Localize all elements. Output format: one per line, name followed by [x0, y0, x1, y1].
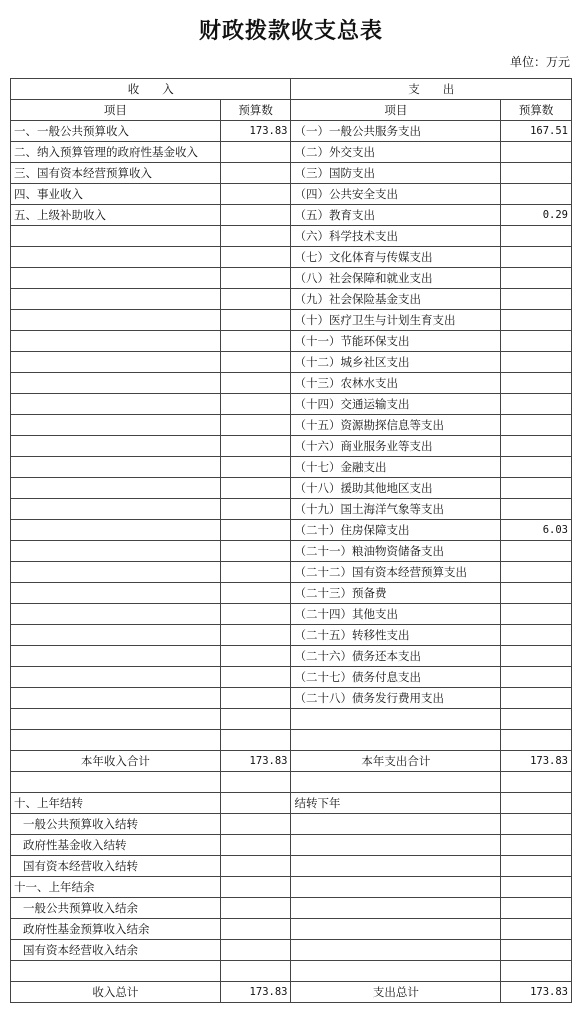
income-budget-cell [220, 604, 291, 625]
expense-budget-cell: 0.29 [501, 205, 572, 226]
income-item-cell [11, 247, 221, 268]
expense-budget-cell [501, 940, 572, 961]
expense-item-cell [291, 877, 501, 898]
expense-budget-cell [501, 310, 572, 331]
income-item-cell: 一、一般公共预算收入 [11, 121, 221, 142]
income-budget-cell [220, 205, 291, 226]
expense-item-cell [291, 898, 501, 919]
table-row [11, 478, 572, 499]
income-budget-cell [220, 688, 291, 709]
expense-budget-cell [501, 856, 572, 877]
expense-item-cell: （五）教育支出 [291, 205, 501, 226]
expense-budget-cell: 6.03 [501, 520, 572, 541]
income-section-header: 收 入 [11, 79, 291, 100]
table-row [11, 646, 572, 667]
table-row [11, 940, 572, 961]
table-row [11, 226, 572, 247]
income-budget-cell: 173.83 [220, 751, 291, 772]
income-item-cell: 收入总计 [11, 982, 221, 1003]
unit-label: 单位：万元 [509, 55, 570, 69]
table-row [11, 142, 572, 163]
expense-budget-cell [501, 646, 572, 667]
income-budget-cell [220, 583, 291, 604]
income-item-cell [11, 730, 221, 751]
table-row [11, 268, 572, 289]
expense-budget-cell [501, 961, 572, 982]
expense-item-cell [291, 940, 501, 961]
income-item-cell: 国有资本经营收入结余 [11, 940, 221, 961]
income-budget-cell [220, 436, 291, 457]
expense-item-cell: （三）国防支出 [291, 163, 501, 184]
expense-budget-cell [501, 289, 572, 310]
table-row [11, 310, 572, 331]
table-row [11, 499, 572, 520]
income-budget-header: 预算数 [220, 100, 291, 121]
table-row [11, 667, 572, 688]
expense-budget-cell [501, 478, 572, 499]
expense-item-cell: （六）科学技术支出 [291, 226, 501, 247]
income-item-cell [11, 520, 221, 541]
income-item-cell: 一般公共预算收入结余 [11, 898, 221, 919]
expense-item-cell: （十五）资源勘探信息等支出 [291, 415, 501, 436]
expense-budget-cell [501, 415, 572, 436]
income-budget-cell [220, 961, 291, 982]
table-row [11, 562, 572, 583]
expense-budget-cell [501, 394, 572, 415]
income-budget-cell [220, 835, 291, 856]
table-row [11, 520, 572, 541]
table-row [11, 730, 572, 751]
income-budget-cell [220, 877, 291, 898]
income-budget-cell [220, 415, 291, 436]
income-item-cell: 国有资本经营收入结转 [11, 856, 221, 877]
income-budget-cell [220, 352, 291, 373]
income-item-cell [11, 310, 221, 331]
table-row [11, 205, 572, 226]
table-row [11, 751, 572, 772]
expense-section-header: 支 出 [291, 79, 572, 100]
expense-item-cell: （十一）节能环保支出 [291, 331, 501, 352]
income-item-cell [11, 373, 221, 394]
income-item-header: 项目 [11, 100, 221, 121]
expense-item-cell [291, 814, 501, 835]
income-item-cell: 本年收入合计 [11, 751, 221, 772]
expense-item-cell: （一）一般公共服务支出 [291, 121, 501, 142]
expense-budget-cell [501, 184, 572, 205]
expense-item-cell: （八）社会保障和就业支出 [291, 268, 501, 289]
table-row [11, 163, 572, 184]
page-title: 财政拨款收支总表 [198, 19, 383, 44]
expense-item-cell: （二十一）粮油物资储备支出 [291, 541, 501, 562]
expense-budget-cell [501, 709, 572, 730]
section-header-row [11, 79, 572, 100]
table-row [11, 856, 572, 877]
expense-budget-cell [501, 898, 572, 919]
expense-budget-cell [501, 814, 572, 835]
table-row [11, 877, 572, 898]
expense-budget-cell [501, 226, 572, 247]
expense-item-cell: （十三）农林水支出 [291, 373, 501, 394]
expense-budget-cell: 173.83 [501, 751, 572, 772]
income-item-cell [11, 541, 221, 562]
table-row [11, 436, 572, 457]
income-item-cell [11, 457, 221, 478]
income-item-cell [11, 415, 221, 436]
table-row [11, 961, 572, 982]
expense-budget-cell [501, 625, 572, 646]
income-budget-cell [220, 247, 291, 268]
table-row [11, 982, 572, 1003]
expense-budget-cell [501, 163, 572, 184]
expense-item-cell [291, 772, 501, 793]
expense-item-cell: 本年支出合计 [291, 751, 501, 772]
expense-item-cell: （九）社会保险基金支出 [291, 289, 501, 310]
expense-budget-cell [501, 835, 572, 856]
expense-item-cell [291, 835, 501, 856]
table-row [11, 541, 572, 562]
income-item-cell: 四、事业收入 [11, 184, 221, 205]
expense-item-cell: （二十四）其他支出 [291, 604, 501, 625]
table-row [11, 898, 572, 919]
expense-budget-cell [501, 247, 572, 268]
table-row [11, 184, 572, 205]
table-row [11, 793, 572, 814]
table-row [11, 709, 572, 730]
income-item-cell: 政府性基金预算收入结余 [11, 919, 221, 940]
income-budget-cell [220, 394, 291, 415]
expense-budget-cell [501, 541, 572, 562]
income-budget-cell [220, 184, 291, 205]
expense-budget-cell [501, 730, 572, 751]
income-budget-cell [220, 520, 291, 541]
income-item-cell [11, 562, 221, 583]
income-item-cell: 三、国有资本经营预算收入 [11, 163, 221, 184]
income-budget-cell [220, 562, 291, 583]
expense-item-header: 项目 [291, 100, 501, 121]
income-item-cell [11, 268, 221, 289]
expense-budget-cell: 167.51 [501, 121, 572, 142]
expense-item-cell: 支出总计 [291, 982, 501, 1003]
expense-budget-cell [501, 604, 572, 625]
income-item-cell [11, 394, 221, 415]
income-budget-cell [220, 940, 291, 961]
table-row [11, 604, 572, 625]
expense-budget-cell [501, 373, 572, 394]
expense-budget-cell [501, 667, 572, 688]
income-item-cell [11, 331, 221, 352]
expense-item-cell: （二十三）预备费 [291, 583, 501, 604]
expense-budget-cell [501, 331, 572, 352]
income-item-cell [11, 625, 221, 646]
income-item-cell [11, 709, 221, 730]
income-item-cell: 五、上级补助收入 [11, 205, 221, 226]
income-budget-cell [220, 646, 291, 667]
expense-item-cell [291, 709, 501, 730]
expense-budget-cell [501, 793, 572, 814]
income-budget-cell [220, 163, 291, 184]
income-item-cell: 政府性基金收入结转 [11, 835, 221, 856]
expense-budget-cell [501, 436, 572, 457]
income-item-cell [11, 226, 221, 247]
income-item-cell [11, 772, 221, 793]
table-row [11, 394, 572, 415]
expense-item-cell: （十七）金融支出 [291, 457, 501, 478]
income-item-cell [11, 667, 221, 688]
income-item-cell [11, 646, 221, 667]
expense-item-cell: （四）公共安全支出 [291, 184, 501, 205]
income-item-cell: 十一、上年结余 [11, 877, 221, 898]
expense-item-cell [291, 856, 501, 877]
column-header-row [11, 100, 572, 121]
income-budget-cell [220, 310, 291, 331]
income-item-cell: 二、纳入预算管理的政府性基金收入 [11, 142, 221, 163]
income-budget-cell [220, 226, 291, 247]
income-item-cell [11, 352, 221, 373]
expense-budget-cell [501, 499, 572, 520]
expense-budget-cell [501, 877, 572, 898]
table-row [11, 331, 572, 352]
income-budget-cell [220, 478, 291, 499]
table-row [11, 457, 572, 478]
table-row [11, 814, 572, 835]
expense-budget-cell [501, 268, 572, 289]
expense-budget-header: 预算数 [501, 100, 572, 121]
table-row [11, 247, 572, 268]
income-budget-cell [220, 289, 291, 310]
expense-budget-cell [501, 583, 572, 604]
income-budget-cell [220, 898, 291, 919]
income-budget-cell [220, 814, 291, 835]
expense-budget-cell [501, 919, 572, 940]
income-item-cell [11, 583, 221, 604]
income-item-cell [11, 961, 221, 982]
expense-budget-cell [501, 562, 572, 583]
income-budget-cell [220, 457, 291, 478]
expense-item-cell: （十六）商业服务业等支出 [291, 436, 501, 457]
income-budget-cell [220, 331, 291, 352]
expense-item-cell: （二十八）债务发行费用支出 [291, 688, 501, 709]
expense-item-cell: （七）文化体育与传媒支出 [291, 247, 501, 268]
income-budget-cell [220, 709, 291, 730]
income-budget-cell [220, 142, 291, 163]
income-budget-cell [220, 919, 291, 940]
expense-budget-cell [501, 772, 572, 793]
income-budget-cell [220, 499, 291, 520]
table-row [11, 121, 572, 142]
table-body [11, 121, 572, 1003]
expense-item-cell: （二）外交支出 [291, 142, 501, 163]
income-budget-cell [220, 730, 291, 751]
table-row [11, 835, 572, 856]
expense-item-cell: 结转下年 [291, 793, 501, 814]
table-row [11, 289, 572, 310]
expense-budget-cell [501, 688, 572, 709]
table-row [11, 415, 572, 436]
income-item-cell [11, 478, 221, 499]
expense-item-cell: （二十）住房保障支出 [291, 520, 501, 541]
table-row [11, 352, 572, 373]
income-budget-cell [220, 541, 291, 562]
income-item-cell [11, 289, 221, 310]
table-row [11, 625, 572, 646]
income-item-cell [11, 436, 221, 457]
income-item-cell: 十、上年结转 [11, 793, 221, 814]
income-item-cell [11, 604, 221, 625]
expense-budget-cell [501, 352, 572, 373]
income-budget-cell [220, 373, 291, 394]
table-row [11, 919, 572, 940]
expense-item-cell: （十二）城乡社区支出 [291, 352, 501, 373]
expense-item-cell: （十八）援助其他地区支出 [291, 478, 501, 499]
table-row [11, 583, 572, 604]
expense-item-cell: （二十六）债务还本支出 [291, 646, 501, 667]
income-item-cell [11, 688, 221, 709]
expense-budget-cell [501, 142, 572, 163]
expense-item-cell: （二十二）国有资本经营预算支出 [291, 562, 501, 583]
budget-summary-table [10, 78, 572, 1003]
income-budget-cell [220, 625, 291, 646]
expense-budget-cell [501, 457, 572, 478]
income-budget-cell [220, 793, 291, 814]
income-budget-cell [220, 856, 291, 877]
expense-item-cell: （十四）交通运输支出 [291, 394, 501, 415]
income-budget-cell [220, 268, 291, 289]
income-budget-cell: 173.83 [220, 982, 291, 1003]
table-row [11, 373, 572, 394]
income-budget-cell [220, 772, 291, 793]
expense-item-cell [291, 919, 501, 940]
table-row [11, 772, 572, 793]
income-budget-cell [220, 667, 291, 688]
expense-budget-cell: 173.83 [501, 982, 572, 1003]
table-row [11, 688, 572, 709]
income-item-cell [11, 499, 221, 520]
expense-item-cell: （十）医疗卫生与计划生育支出 [291, 310, 501, 331]
expense-item-cell [291, 961, 501, 982]
expense-item-cell [291, 730, 501, 751]
expense-item-cell: （二十七）债务付息支出 [291, 667, 501, 688]
income-budget-cell: 173.83 [220, 121, 291, 142]
expense-item-cell: （十九）国土海洋气象等支出 [291, 499, 501, 520]
expense-item-cell: （二十五）转移性支出 [291, 625, 501, 646]
income-item-cell: 一般公共预算收入结转 [11, 814, 221, 835]
